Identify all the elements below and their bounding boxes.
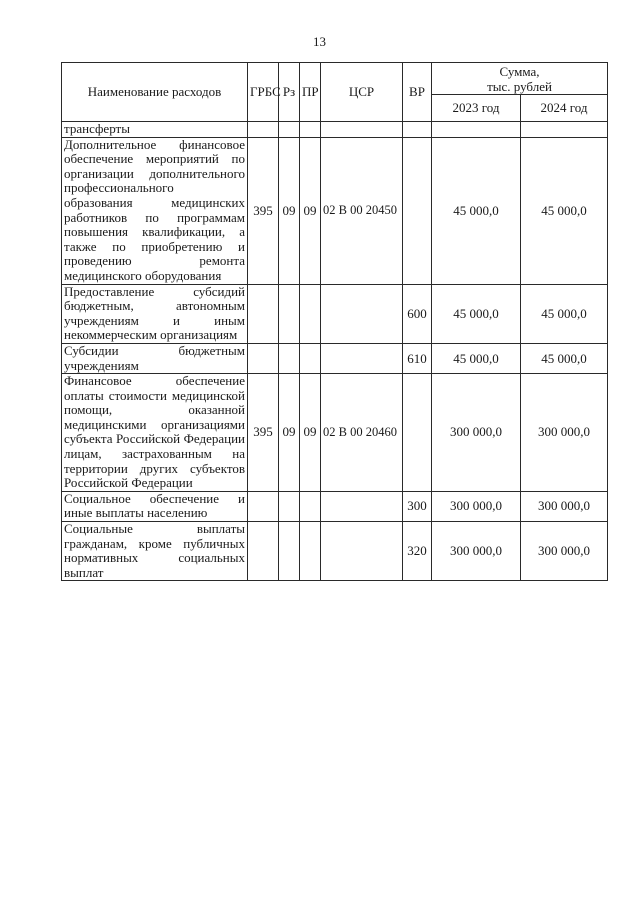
row-csr	[321, 522, 403, 581]
row-grbs	[248, 522, 279, 581]
row-rz	[279, 284, 300, 343]
header-name: Наименование расходов	[62, 63, 248, 122]
row-vr	[403, 122, 432, 138]
row-sum-2024: 45 000,0	[521, 343, 608, 373]
budget-table	[61, 62, 608, 581]
row-name: трансферты	[62, 122, 248, 138]
row-vr	[403, 374, 432, 492]
row-csr	[321, 343, 403, 373]
row-pr: 09	[300, 137, 321, 284]
row-grbs	[248, 284, 279, 343]
header-vr: ВР	[403, 63, 432, 122]
row-pr	[300, 491, 321, 521]
row-sum-2023: 45 000,0	[432, 284, 521, 343]
row-sum-2024: 45 000,0	[521, 137, 608, 284]
row-sum-2024: 300 000,0	[521, 522, 608, 581]
row-name: Финансовое обеспечение оплаты стоимости медицинской помощи, оказанной медицинскими организациями субъекта Российской Федерации лицам, застрахованным на территории других субъектов Российской Федерации	[62, 374, 248, 492]
row-sum-2023: 45 000,0	[432, 343, 521, 373]
row-csr: 02 В 00 20460	[321, 374, 403, 492]
row-name: Предоставление субсидий бюджетным, автономным учреждениям и иным некоммерческим организациям	[62, 284, 248, 343]
table-row	[62, 522, 608, 581]
row-csr	[321, 284, 403, 343]
row-csr	[321, 122, 403, 138]
row-grbs	[248, 491, 279, 521]
row-sum-2023: 45 000,0	[432, 137, 521, 284]
row-name: Субсидии бюджетным учреждениям	[62, 343, 248, 373]
row-grbs: 395	[248, 374, 279, 492]
row-name: Социальное обеспечение и иные выплаты населению	[62, 491, 248, 521]
row-grbs	[248, 122, 279, 138]
header-sum	[432, 63, 608, 95]
header-grbs: ГРБС	[248, 63, 279, 122]
row-vr	[403, 137, 432, 284]
row-sum-2023: 300 000,0	[432, 374, 521, 492]
row-name: Дополнительное финансовое обеспечение мероприятий по организации дополнительного профессионального образования медицинских работников по программам повышения квалификации, а также по приобретению и проведению ремонта медицинского оборудования	[62, 137, 248, 284]
row-rz	[279, 122, 300, 138]
row-vr: 610	[403, 343, 432, 373]
row-vr: 600	[403, 284, 432, 343]
row-vr: 320	[403, 522, 432, 581]
header-rz: Рз	[279, 63, 300, 122]
table-row	[62, 122, 608, 138]
row-vr: 300	[403, 491, 432, 521]
header-csr: ЦСР	[321, 63, 403, 122]
row-sum-2023	[432, 122, 521, 138]
row-sum-2024	[521, 122, 608, 138]
row-sum-2023: 300 000,0	[432, 522, 521, 581]
header-year-2024: 2024 год	[521, 95, 608, 122]
row-grbs	[248, 343, 279, 373]
row-rz: 09	[279, 374, 300, 492]
table-row	[62, 137, 608, 284]
row-pr	[300, 122, 321, 138]
row-rz	[279, 522, 300, 581]
row-pr	[300, 343, 321, 373]
header-sum-line1: Сумма,	[499, 63, 540, 79]
row-pr: 09	[300, 374, 321, 492]
row-sum-2024: 300 000,0	[521, 491, 608, 521]
table-row	[62, 491, 608, 521]
row-csr: 02 В 00 20450	[321, 137, 403, 284]
row-grbs: 395	[248, 137, 279, 284]
row-rz	[279, 491, 300, 521]
header-year-2023: 2023 год	[432, 95, 521, 122]
row-sum-2024: 300 000,0	[521, 374, 608, 492]
row-rz	[279, 343, 300, 373]
page-number: 13	[313, 34, 326, 49]
row-name: Социальные выплаты гражданам, кроме публичных нормативных социальных выплат	[62, 522, 248, 581]
row-sum-2023: 300 000,0	[432, 491, 521, 521]
table-row	[62, 343, 608, 373]
table-row	[62, 374, 608, 492]
header-row	[62, 63, 608, 95]
row-csr	[321, 491, 403, 521]
row-pr	[300, 284, 321, 343]
row-sum-2024: 45 000,0	[521, 284, 608, 343]
table-row	[62, 284, 608, 343]
row-rz: 09	[279, 137, 300, 284]
header-sum-line2: тыс. рублей	[487, 78, 552, 94]
header-pr: ПР	[300, 63, 321, 122]
row-pr	[300, 522, 321, 581]
